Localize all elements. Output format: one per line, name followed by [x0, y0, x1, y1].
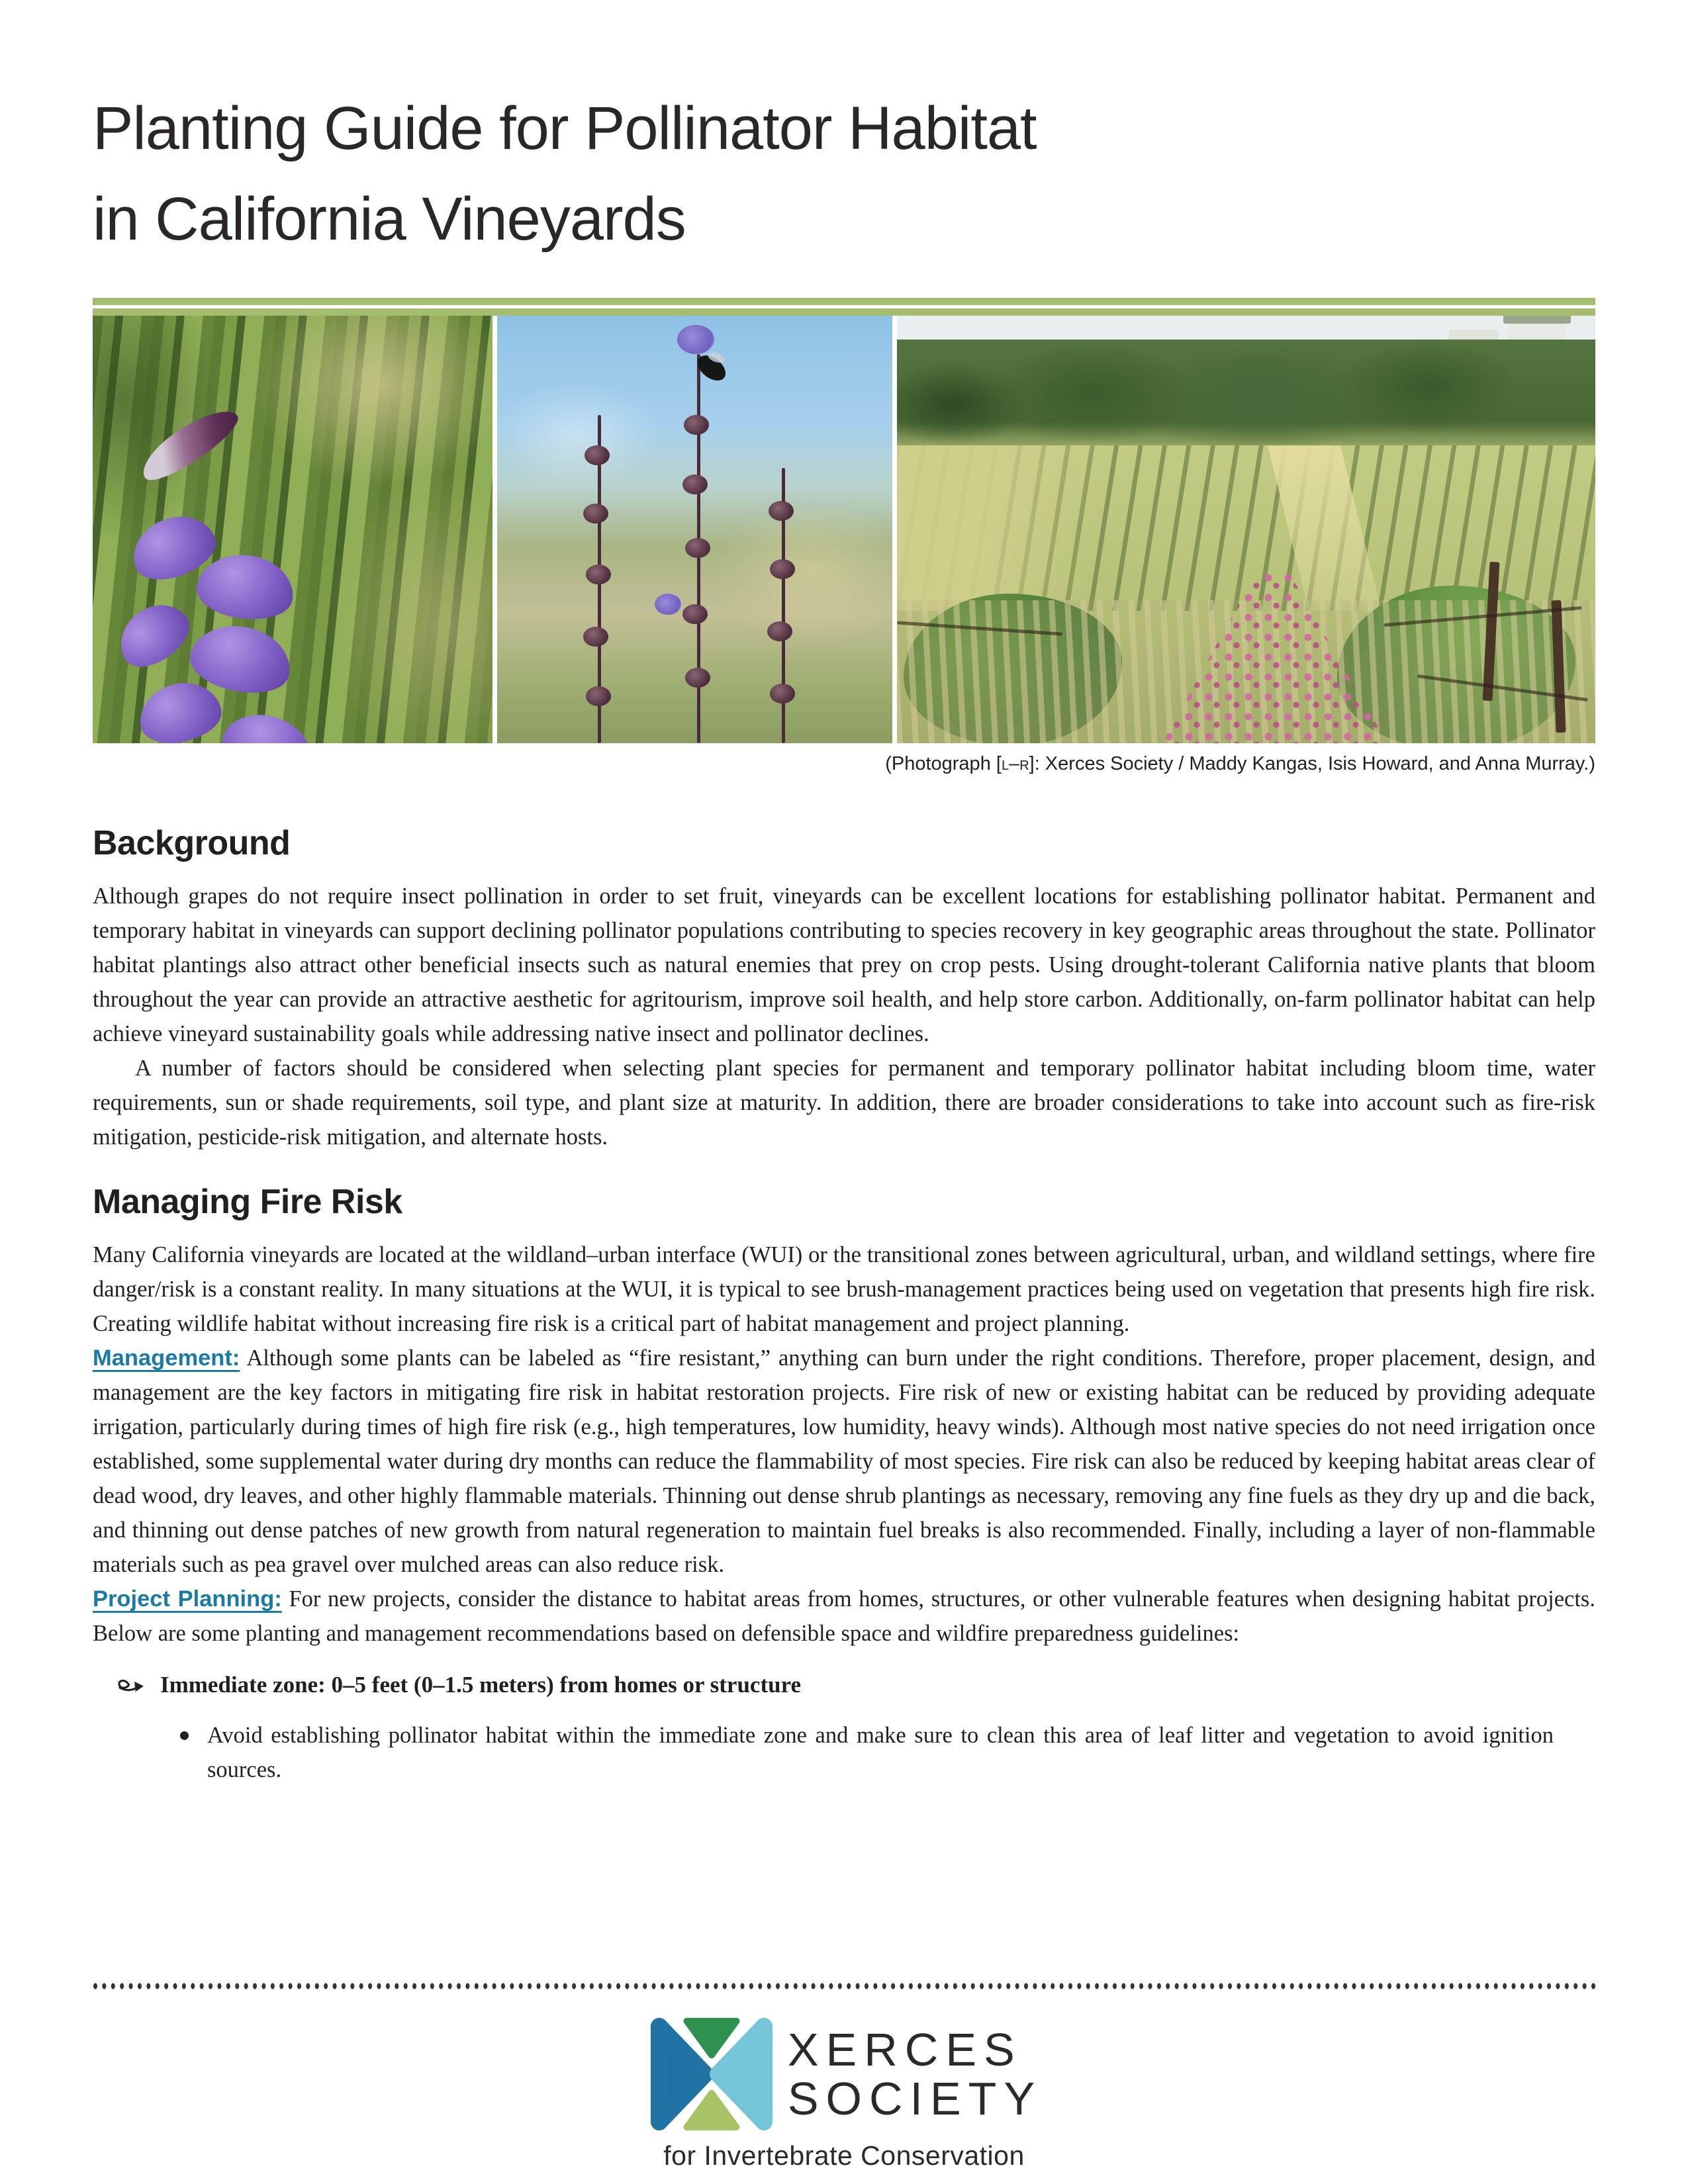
sage-seedhead	[682, 475, 708, 494]
sage-flower-tuft	[655, 594, 681, 615]
project-planning-text: For new projects, consider the distance to habitat areas from homes, structures, or other vulnerable features when designing habitat projects. Below are some planting and management recommendations based on defensible space and wildfire preparedness guidelines:	[93, 1586, 1595, 1646]
photo-credit-text: (Photograph [	[885, 753, 1002, 774]
green-rule-top	[93, 298, 1595, 305]
sage-seedhead	[586, 686, 611, 706]
sage-seedhead	[684, 415, 709, 435]
penstemon-flower	[193, 547, 299, 627]
penstemon-flower	[214, 701, 323, 743]
photo-credit-lr: l–r	[1001, 753, 1029, 774]
penstemon-flower	[134, 677, 225, 743]
management-paragraph	[93, 1341, 1595, 1582]
sage-seedhead	[682, 604, 708, 624]
logo-word-xerces: XERCES	[787, 2024, 1022, 2075]
project-planning-paragraph	[93, 1582, 1595, 1651]
logo-tagline: for Invertebrate Conservation	[663, 2140, 1025, 2171]
sage-seedhead	[585, 445, 610, 465]
green-rule-bottom	[93, 308, 1595, 316]
logo-row	[646, 2012, 1042, 2136]
article-body	[93, 823, 1595, 1787]
photo-sage-with-bee	[497, 316, 892, 743]
dotted-divider	[91, 1981, 1597, 1991]
sage-seedhead	[685, 668, 710, 688]
immediate-zone-subbullet	[180, 1718, 1554, 1787]
logo-wordmark	[788, 2025, 1042, 2123]
immediate-zone-title: Immediate zone: 0–5 feet (0–1.5 meters) from homes or structure	[160, 1672, 802, 1698]
sage-seedhead	[767, 621, 792, 641]
sage-seedhead	[583, 504, 608, 523]
page-title-line2: in California Vineyards	[93, 185, 686, 253]
bullet-dot-icon	[180, 1731, 189, 1740]
fire-risk-paragraph: Many California vineyards are located at the wildland–urban interface (WUI) or the transitional zones between agricultural, urban, and wildland settings, where fire danger/risk is a constant reality. In many situations at the WUI, it is typical to see brush-management practices being used on vegetation that presents high fire risk. Creating wildlife habitat without increasing fire risk is a critical part of habitat management and project planning.	[93, 1242, 1595, 1336]
section-heading-background: Background	[93, 824, 291, 862]
project-planning-label-link[interactable]: Project Planning:	[93, 1586, 282, 1612]
photo-vineyard-landscape	[897, 316, 1595, 743]
sage-seedhead	[769, 501, 794, 521]
wooded-hills	[897, 340, 1595, 457]
photo-credit-names: ]: Xerces Society / Maddy Kangas, Isis Howard, and Anna Murray.)	[1029, 753, 1595, 774]
immediate-zone-subtext: Avoid establishing pollinator habitat within the immediate zone and make sure to clean this area of leaf litter and vegetation to avoid ignition sources.	[207, 1723, 1554, 1782]
background-paragraph-2: A number of factors should be considered when selecting plant species for permanent and temporary pollinator habitat including bloom time, water requirements, sun or shade requirements, soil type, and plant size at maturity. In addition, there are broader considerations to take into account such as fire-risk mitigation, pesticide-risk mitigation, and alternate hosts.	[93, 1056, 1595, 1150]
xerces-x-mark-icon	[646, 2012, 777, 2136]
arrow-bullet-icon	[115, 1673, 146, 1707]
logo-word-society: SOCIETY	[787, 2073, 1043, 2124]
sage-seedhead	[770, 559, 795, 579]
penstemon-flower	[108, 592, 199, 676]
photo-penstemon-flowers	[93, 316, 492, 743]
page-title	[93, 83, 1595, 265]
management-text: Although some plants can be labeled as “fire resistant,” anything can burn under the right conditions. Therefore, proper placement, design, and management are the key factors in mitigating fire risk in habitat restoration projects. Fire risk of new or existing habitat can be reduced by providing adequate irrigation, particularly during times of high fire risk (e.g., high temperatures, low humidity, heavy winds). Although most native species do not need irrigation once established, some supplemental water during dry months can reduce the flammability of most species. Fire risk can also be reduced by keeping habitat areas clear of dead wood, dry leaves, and other highly flammable materials. Thinning out dense shrub plantings as necessary, removing any fine fuels as they dry up and die back, and thinning out dense patches of new growth from natural regeneration to maintain fuel breaks is also recommended. Finally, including a layer of non-flammable materials such as pea gravel over mulched areas can also reduce risk.	[93, 1345, 1595, 1577]
sage-seedhead	[685, 538, 710, 558]
background-paragraph-1: Although grapes do not require insect pollination in order to set fruit, vineyards can be excellent locations for establishing pollinator habitat. Permanent and temporary habitat in vineyards can support declining pollinator populations contributing to species recovery in key geographic areas throughout the state. Pollinator habitat plantings also attract other beneficial insects such as natural enemies that prey on crop pests. Using drought-tolerant California native plants that bloom throughout the year can provide an attractive aesthetic for agritourism, improve soil health, and help store carbon. Additionally, on-farm pollinator habitat can help achieve vineyard sustainability goals while addressing native insect and pollinator declines.	[93, 884, 1595, 1046]
page-title-line1: Planting Guide for Pollinator Habitat	[93, 95, 1037, 162]
photo-strip	[93, 316, 1595, 743]
photo-credit	[885, 753, 1595, 775]
penstemon-bud	[134, 398, 245, 489]
xerces-society-logo	[0, 2012, 1688, 2171]
sage-flower-tuft	[677, 325, 714, 354]
immediate-zone-bullet	[115, 1668, 1595, 1707]
sage-seedhead	[586, 565, 611, 584]
management-label-link[interactable]: Management:	[93, 1345, 240, 1371]
section-heading-fire-risk: Managing Fire Risk	[93, 1183, 402, 1221]
sage-seedhead	[770, 684, 795, 704]
sage-seedhead	[583, 627, 608, 647]
